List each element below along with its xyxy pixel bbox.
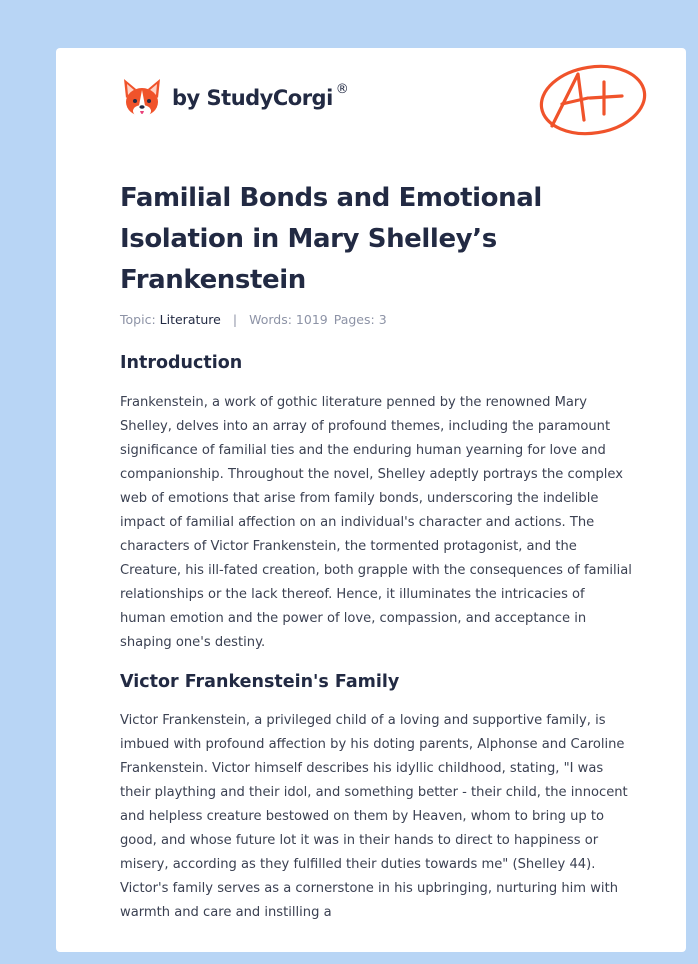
a-plus-grade-icon bbox=[538, 60, 648, 138]
brand-name: by StudyCorgi bbox=[172, 86, 333, 110]
section-paragraph: Frankenstein, a work of gothic literature penned by the renowned Mary Shelley, delves into an array of profound themes, including the paramount significance of familial ties and the enduring human yearning for love and companionship. Throughout the novel, Shelley adeptly portrays the complex web of emotions that arise from family bonds, underscoring the indelible impact of familial affection on an individual's character and actions. The characters of Victor Frankenstein, the tormented protagonist, and the Creature, his ill-fated creation, both grapple with the consequences of familial relationships or the lack thereof. Hence, it illuminates the intricacies of human emotion and the power of love, compassion, and acceptance in shaping one's destiny. bbox=[120, 395, 632, 650]
section-heading: Introduction bbox=[120, 353, 243, 373]
document-title: Familial Bonds and Emotional Isolation in Mary Shelley’s Frankenstein bbox=[120, 183, 542, 295]
brand-header[interactable] bbox=[122, 76, 349, 120]
topic-label: Topic: bbox=[120, 312, 156, 327]
topic-link[interactable]: Literature bbox=[159, 312, 221, 327]
registered-mark: ® bbox=[335, 81, 349, 97]
word-count: Words: 1019 bbox=[249, 312, 328, 327]
meta-separator: | bbox=[232, 312, 238, 327]
corgi-logo-icon bbox=[122, 76, 162, 120]
document-page bbox=[56, 48, 686, 952]
section-paragraph: Victor Frankenstein, a privileged child of a loving and supportive family, is imbued with profound affection by his doting parents, Alphonse and Caroline Frankenstein. Victor himself describes his idyllic childhood, stating, "I was their plaything and their idol, and something better - their child, the innocent and helpless creature bestowed on them by Heaven, whom to bring up to good, and whose future lot it was in their hands to direct to happiness or misery, according as they fulfilled their duties towards me" (Shelley 44). Victor's family serves as a cornerstone in his upbringing, nurturing him with warmth and care and instilling a bbox=[120, 713, 628, 920]
document-meta bbox=[120, 312, 387, 327]
page-count: Pages: 3 bbox=[333, 312, 387, 327]
section-heading: Victor Frankenstein's Family bbox=[120, 672, 400, 692]
